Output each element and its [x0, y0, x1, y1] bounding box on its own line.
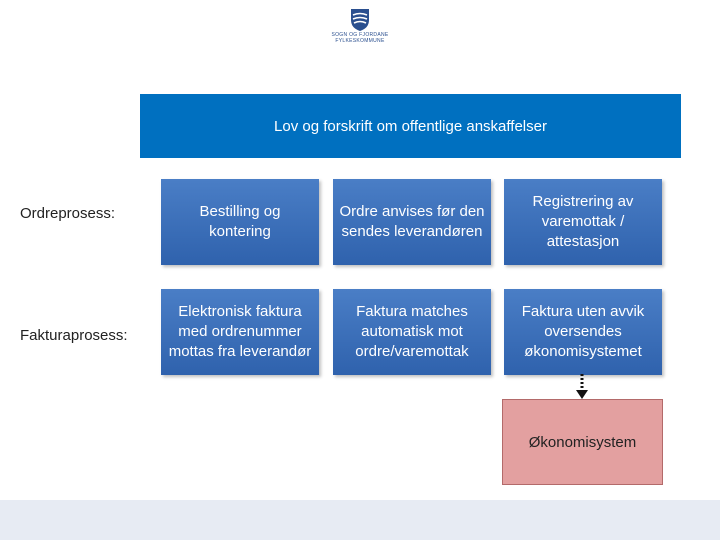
invoice-step-2: Faktura matches automatisk mot ordre/varemottak	[333, 289, 491, 375]
logo-line-2: FYLKESKOMMUNE	[335, 38, 385, 44]
county-shield-icon	[349, 8, 371, 32]
order-step-2: Ordre anvises før den sendes leverandøren	[333, 179, 491, 265]
footer-band	[0, 500, 720, 540]
economy-system-box: Økonomisystem	[502, 399, 663, 485]
banner-law: Lov og forskrift om offentlige anskaffelser	[140, 94, 681, 158]
order-step-1: Bestilling og kontering	[161, 179, 319, 265]
logo	[329, 8, 391, 44]
invoice-step-1: Elektronisk faktura med ordrenummer mottas fra leverandør	[161, 289, 319, 375]
order-step-3: Registrering av varemottak / attestasjon	[504, 179, 662, 265]
invoice-process-label: Fakturaprosess:	[20, 327, 128, 344]
logo-line-1: SOGN OG FJORDANE	[331, 32, 389, 38]
invoice-step-3: Faktura uten avvik oversendes økonomisystemet	[504, 289, 662, 375]
down-arrow-icon	[574, 374, 590, 400]
order-process-label: Ordreprosess:	[20, 205, 116, 222]
